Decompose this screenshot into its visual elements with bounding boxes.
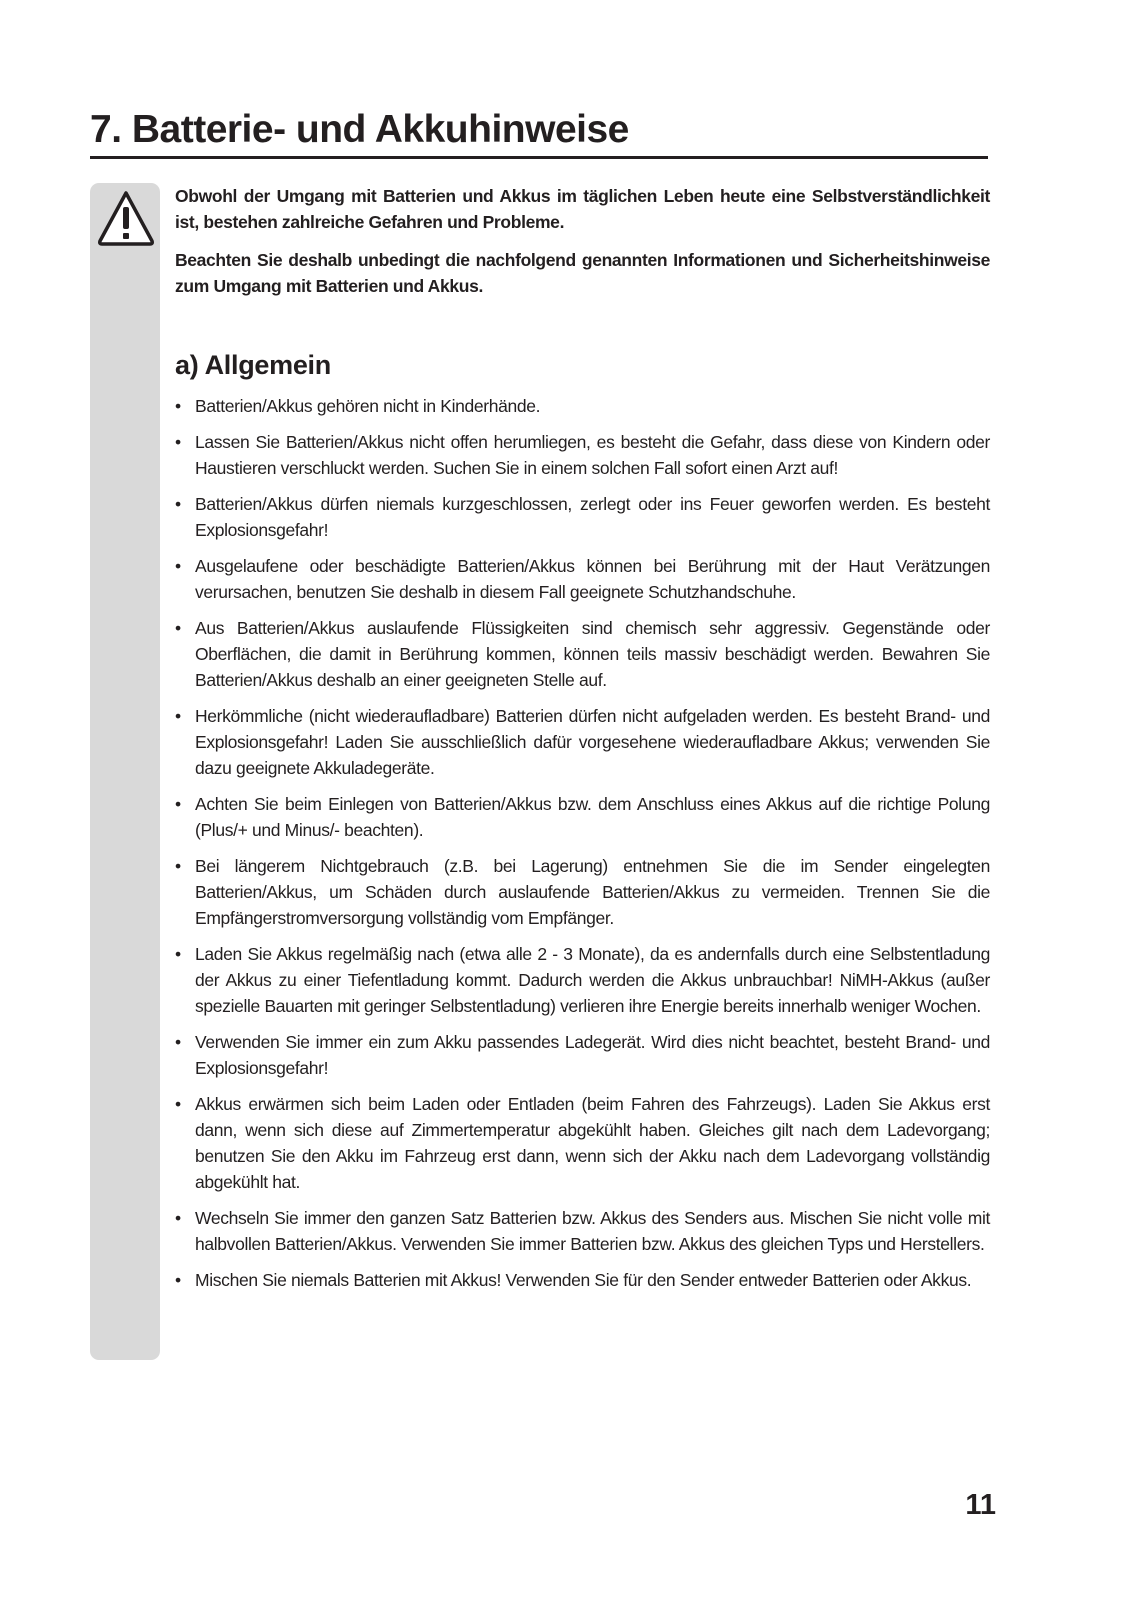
list-item: [175, 393, 990, 419]
list-item-text: Batterien/Akkus dürfen niemals kurzgeschlossen, zerlegt oder ins Feuer geworfen werden. Es besteht Explosionsgefahr!: [195, 494, 990, 540]
bullet-icon: •: [175, 556, 181, 576]
list-item: [175, 1267, 990, 1293]
subsection-heading: a) Allgemein: [175, 350, 331, 380]
bullet-icon: •: [175, 396, 181, 416]
warning-triangle-icon: [96, 189, 156, 247]
list-item: [175, 791, 990, 843]
list-item: [175, 1029, 990, 1081]
list-item-text: Mischen Sie niemals Batterien mit Akkus! Verwenden Sie für den Sender entweder Batterien oder Akkus.: [195, 1270, 972, 1290]
bullet-icon: •: [175, 1032, 181, 1052]
list-item: [175, 941, 990, 1019]
list-item-text: Achten Sie beim Einlegen von Batterien/Akkus bzw. dem Anschluss eines Akkus auf die richtige Polung (Plus/+ und Minus/- beachten).: [195, 794, 990, 840]
bullet-icon: •: [175, 618, 181, 638]
list-item-text: Aus Batterien/Akkus auslaufende Flüssigkeiten sind chemisch sehr aggressiv. Gegenstände oder Oberflächen, die damit in Berührung kommen, können teils massiv beschädigt werden. Bewahren Sie Batterien/Akkus deshalb an einer geeigneten Stelle auf.: [195, 618, 990, 690]
list-item: [175, 1091, 990, 1195]
bullet-icon: •: [175, 856, 181, 876]
intro-paragraph: Obwohl der Umgang mit Batterien und Akkus im täglichen Leben heute eine Selbstverständlichkeit ist, bestehen zahlreiche Gefahren und Probleme.: [175, 186, 990, 232]
section-title: 7. Batterie- und Akkuhinweise: [90, 108, 629, 151]
list-item-text: Herkömmliche (nicht wiederaufladbare) Batterien dürfen nicht aufgeladen werden. Es besteht Brand- und Explosionsgefahr! Laden Sie ausschließlich dafür vorgesehene wiederaufladbare Akkus; verwenden Sie dazu geeignete Akkuladegeräte.: [195, 706, 990, 778]
warning-side-bar: [90, 183, 160, 1360]
list-item: [175, 491, 990, 543]
list-item: [175, 615, 990, 693]
list-item-text: Wechseln Sie immer den ganzen Satz Batterien bzw. Akkus des Senders aus. Mischen Sie nicht volle mit halbvollen Batterien/Akkus. Verwenden Sie immer Batterien bzw. Akkus des gleichen Typs und Herstellers.: [195, 1208, 990, 1254]
list-item: [175, 1205, 990, 1257]
list-item: [175, 429, 990, 481]
list-item: [175, 703, 990, 781]
list-item-text: Ausgelaufene oder beschädigte Batterien/Akkus können bei Berührung mit der Haut Verätzungen verursachen, benutzen Sie deshalb in diesem Fall geeignete Schutzhandschuhe.: [195, 556, 990, 602]
list-item: [175, 853, 990, 931]
warning-intro: [175, 183, 990, 311]
bullet-icon: •: [175, 494, 181, 514]
list-item-text: Verwenden Sie immer ein zum Akku passendes Ladegerät. Wird dies nicht beachtet, besteht Brand- und Explosionsgefahr!: [195, 1032, 990, 1078]
list-item-text: Akkus erwärmen sich beim Laden oder Entladen (beim Fahren des Fahrzeugs). Laden Sie Akkus erst dann, wenn sich diese auf Zimmertemperatur abgekühlt haben. Gleiches gilt nach dem Ladevorgang; benutzen Sie den Akku im Fahrzeug erst dann, wenn sich der Akku nach dem Ladevorgang vollständig abgekühlt hat.: [195, 1094, 990, 1192]
list-item-text: Bei längerem Nichtgebrauch (z.B. bei Lagerung) entnehmen Sie die im Sender eingelegten Batterien/Akkus, um Schäden durch auslaufende Batterien/Akkus zu vermeiden. Trennen Sie die Empfängerstromversorgung vollständig vom Empfänger.: [195, 856, 990, 928]
safety-bullet-list: [175, 393, 990, 1303]
list-item-text: Laden Sie Akkus regelmäßig nach (etwa alle 2 - 3 Monate), da es andernfalls durch eine Selbstentladung der Akkus zu einer Tiefentladung kommt. Dadurch werden die Akkus unbrauchbar! NiMH-Akkus (außer spezielle Bauarten mit geringer Selbstentladung) verlieren ihre Energie bereits innerhalb weniger Wochen.: [195, 944, 990, 1016]
bullet-icon: •: [175, 794, 181, 814]
bullet-icon: •: [175, 1270, 181, 1290]
list-item-text: Batterien/Akkus gehören nicht in Kinderhände.: [195, 396, 541, 416]
page-number: 11: [965, 1489, 996, 1521]
bullet-icon: •: [175, 944, 181, 964]
list-item-text: Lassen Sie Batterien/Akkus nicht offen herumliegen, es besteht die Gefahr, dass diese von Kindern oder Haustieren verschluckt werden. Suchen Sie in einem solchen Fall sofort einen Arzt auf!: [195, 432, 990, 478]
intro-paragraph: Beachten Sie deshalb unbedingt die nachfolgend genannten Informationen und Sicherheitshinweise zum Umgang mit Batterien und Akkus.: [175, 250, 990, 296]
bullet-icon: •: [175, 432, 181, 452]
bullet-icon: •: [175, 1094, 181, 1114]
list-item: [175, 553, 990, 605]
title-rule: [90, 156, 988, 159]
bullet-icon: •: [175, 706, 181, 726]
bullet-icon: •: [175, 1208, 181, 1228]
